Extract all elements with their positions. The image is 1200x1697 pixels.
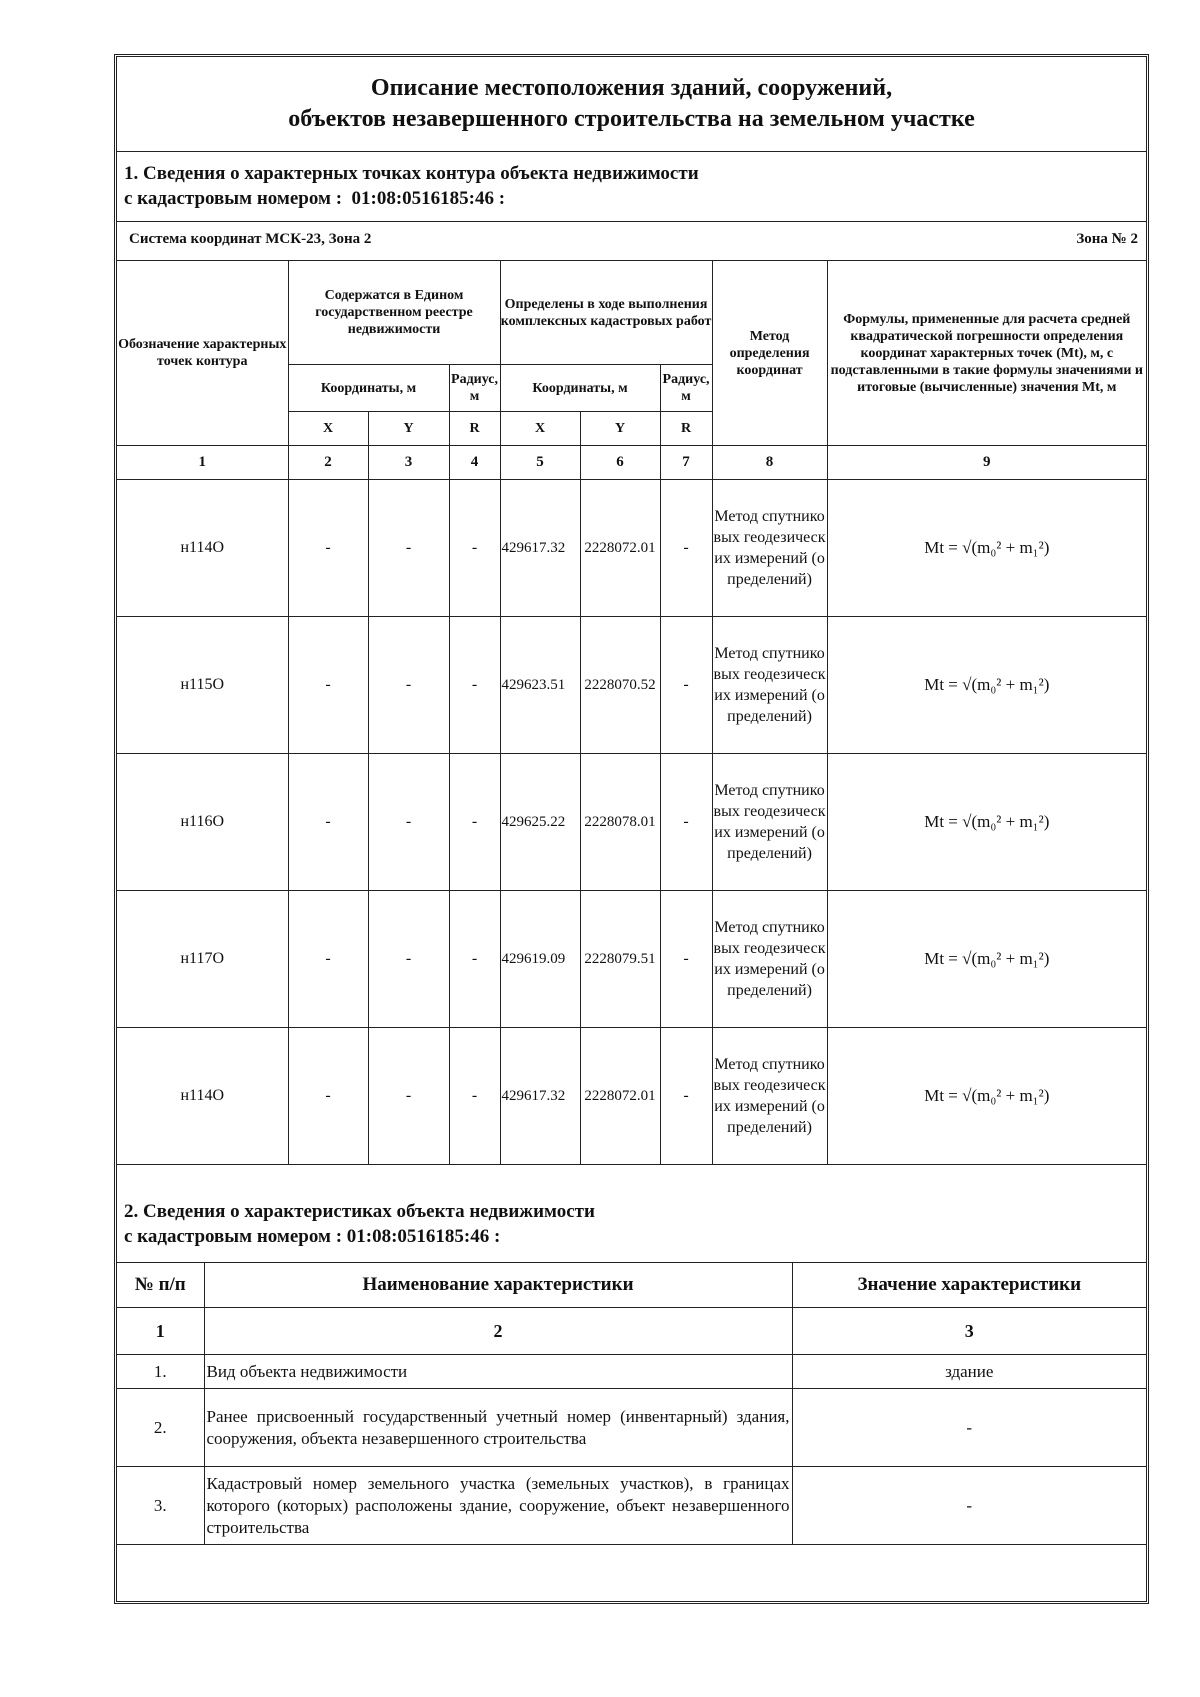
method: Метод спутниковых геодезических измерений (определений): [712, 891, 827, 1028]
point-name: н116О: [117, 754, 288, 891]
header-number: № п/п: [117, 1263, 204, 1308]
header-complex: Определены в ходе выполнения комплексных кадастровых работ: [500, 261, 712, 365]
col-number: 2: [204, 1308, 792, 1355]
formula: Mt = √(m₀² + m₁²): [827, 754, 1146, 891]
complex-r: -: [660, 1028, 712, 1165]
header-formula: Формулы, примененные для расчета средней квадратической погрешности определения координат характерных точек (Mt), м, с подставленными в такие формулы значениями и итоговые (вычисленные) значения Mt, м: [827, 261, 1146, 446]
header-y-egrn: Y: [368, 412, 449, 446]
col-number: 6: [580, 446, 660, 480]
header-points: Обозначение характерных точек контура: [117, 261, 288, 446]
header-x-egrn: X: [288, 412, 368, 446]
title-line-2: объектов незавершенного строительства на земельном участке: [288, 106, 975, 132]
egrn-y: -: [368, 480, 449, 617]
characteristic-value: здание: [792, 1355, 1146, 1389]
complex-r: -: [660, 480, 712, 617]
title-line-1: Описание местоположения зданий, сооружений,: [370, 75, 893, 101]
header-coords-complex: Координаты, м: [500, 365, 660, 412]
row-number: 1.: [117, 1355, 204, 1389]
row-number: 3.: [117, 1467, 204, 1545]
complex-y: 2228079.51: [580, 891, 660, 1028]
header-characteristic-value: Значение характеристики: [792, 1263, 1146, 1308]
method: Метод спутниковых геодезических измерений (определений): [712, 1028, 827, 1165]
header-coords-egrn: Координаты, м: [288, 365, 449, 412]
table-row: [117, 1389, 1146, 1467]
point-name: н117О: [117, 891, 288, 1028]
characteristic-name: Вид объекта недвижимости: [204, 1355, 792, 1389]
method: Метод спутниковых геодезических измерений (определений): [712, 617, 827, 754]
complex-y: 2228078.01: [580, 754, 660, 891]
col-number: 7: [660, 446, 712, 480]
col-number: 9: [827, 446, 1146, 480]
egrn-x: -: [288, 754, 368, 891]
characteristic-name: Ранее присвоенный государственный учетный номер (инвентарный) здания, сооружения, объекта незавершенного строительства: [204, 1389, 792, 1467]
table-row: [117, 1028, 1146, 1165]
section-1-line-1: 1. Сведения о характерных точках контура объекта недвижимости: [124, 163, 699, 184]
section-1-heading: [117, 152, 1146, 222]
table-row: [117, 891, 1146, 1028]
characteristic-value: -: [792, 1467, 1146, 1545]
method: Метод спутниковых геодезических измерений (определений): [712, 754, 827, 891]
egrn-y: -: [368, 1028, 449, 1165]
col-number: 1: [117, 1308, 204, 1355]
point-name: н114О: [117, 1028, 288, 1165]
col-number: 3: [368, 446, 449, 480]
complex-r: -: [660, 891, 712, 1028]
points-table: [117, 260, 1146, 1165]
col-number: 5: [500, 446, 580, 480]
section-2-heading: [117, 1167, 1146, 1262]
section-2-line-2: с кадастровым номером : 01:08:0516185:46 :: [124, 1226, 501, 1247]
characteristic-name: Кадастровый номер земельного участка (земельных участков), в границах которого (которых) расположены здание, сооружение, объект незавершенного строительства: [204, 1467, 792, 1545]
method: Метод спутниковых геодезических измерений (определений): [712, 480, 827, 617]
egrn-r: -: [449, 754, 500, 891]
table-row: [117, 617, 1146, 754]
egrn-x: -: [288, 1028, 368, 1165]
header-x-complex: X: [500, 412, 580, 446]
characteristic-value: -: [792, 1389, 1146, 1467]
header-method: Метод определения координат: [712, 261, 827, 446]
complex-y: 2228072.01: [580, 1028, 660, 1165]
complex-r: -: [660, 617, 712, 754]
header-r-complex: R: [660, 412, 712, 446]
egrn-r: -: [449, 1028, 500, 1165]
header-characteristic-name: Наименование характеристики: [204, 1263, 792, 1308]
zone-label: Зона № 2: [1076, 231, 1138, 247]
characteristics-table: [117, 1262, 1146, 1545]
col-number: 2: [288, 446, 368, 480]
col-number: 3: [792, 1308, 1146, 1355]
document-title: [117, 57, 1146, 152]
egrn-y: -: [368, 617, 449, 754]
complex-y: 2228070.52: [580, 617, 660, 754]
complex-x: 429617.32: [500, 1028, 580, 1165]
header-r-egrn: R: [449, 412, 500, 446]
complex-x: 429623.51: [500, 617, 580, 754]
complex-x: 429625.22: [500, 754, 580, 891]
col-number: 8: [712, 446, 827, 480]
egrn-r: -: [449, 617, 500, 754]
header-radius-egrn: Радиус, м: [449, 365, 500, 412]
formula: Mt = √(m₀² + m₁²): [827, 891, 1146, 1028]
header-egrn: Содержатся в Едином государственном реестре недвижимости: [288, 261, 500, 365]
coordinate-system-row: [117, 222, 1146, 260]
section-2-line-1: 2. Сведения о характеристиках объекта недвижимости: [124, 1201, 595, 1222]
column-numbers-row: [117, 446, 1146, 480]
egrn-r: -: [449, 480, 500, 617]
formula: Mt = √(m₀² + m₁²): [827, 1028, 1146, 1165]
egrn-y: -: [368, 891, 449, 1028]
egrn-x: -: [288, 891, 368, 1028]
table-row: [117, 754, 1146, 891]
row-number: 2.: [117, 1389, 204, 1467]
table-row: [117, 1355, 1146, 1389]
col-number: 1: [117, 446, 288, 480]
point-name: н114О: [117, 480, 288, 617]
complex-r: -: [660, 754, 712, 891]
table-row: [117, 1467, 1146, 1545]
complex-y: 2228072.01: [580, 480, 660, 617]
egrn-y: -: [368, 754, 449, 891]
formula: Mt = √(m₀² + m₁²): [827, 617, 1146, 754]
header-radius-complex: Радиус, м: [660, 365, 712, 412]
egrn-x: -: [288, 617, 368, 754]
complex-x: 429619.09: [500, 891, 580, 1028]
complex-x: 429617.32: [500, 480, 580, 617]
document-frame: [114, 54, 1149, 1604]
egrn-x: -: [288, 480, 368, 617]
section-1-line-2: с кадастровым номером : 01:08:0516185:46 :: [124, 188, 506, 209]
coordinate-system-label: Система координат МСК-23, Зона 2: [129, 231, 372, 247]
header-y-complex: Y: [580, 412, 660, 446]
point-name: н115О: [117, 617, 288, 754]
col-number: 4: [449, 446, 500, 480]
formula: Mt = √(m₀² + m₁²): [827, 480, 1146, 617]
table-row: [117, 480, 1146, 617]
egrn-r: -: [449, 891, 500, 1028]
